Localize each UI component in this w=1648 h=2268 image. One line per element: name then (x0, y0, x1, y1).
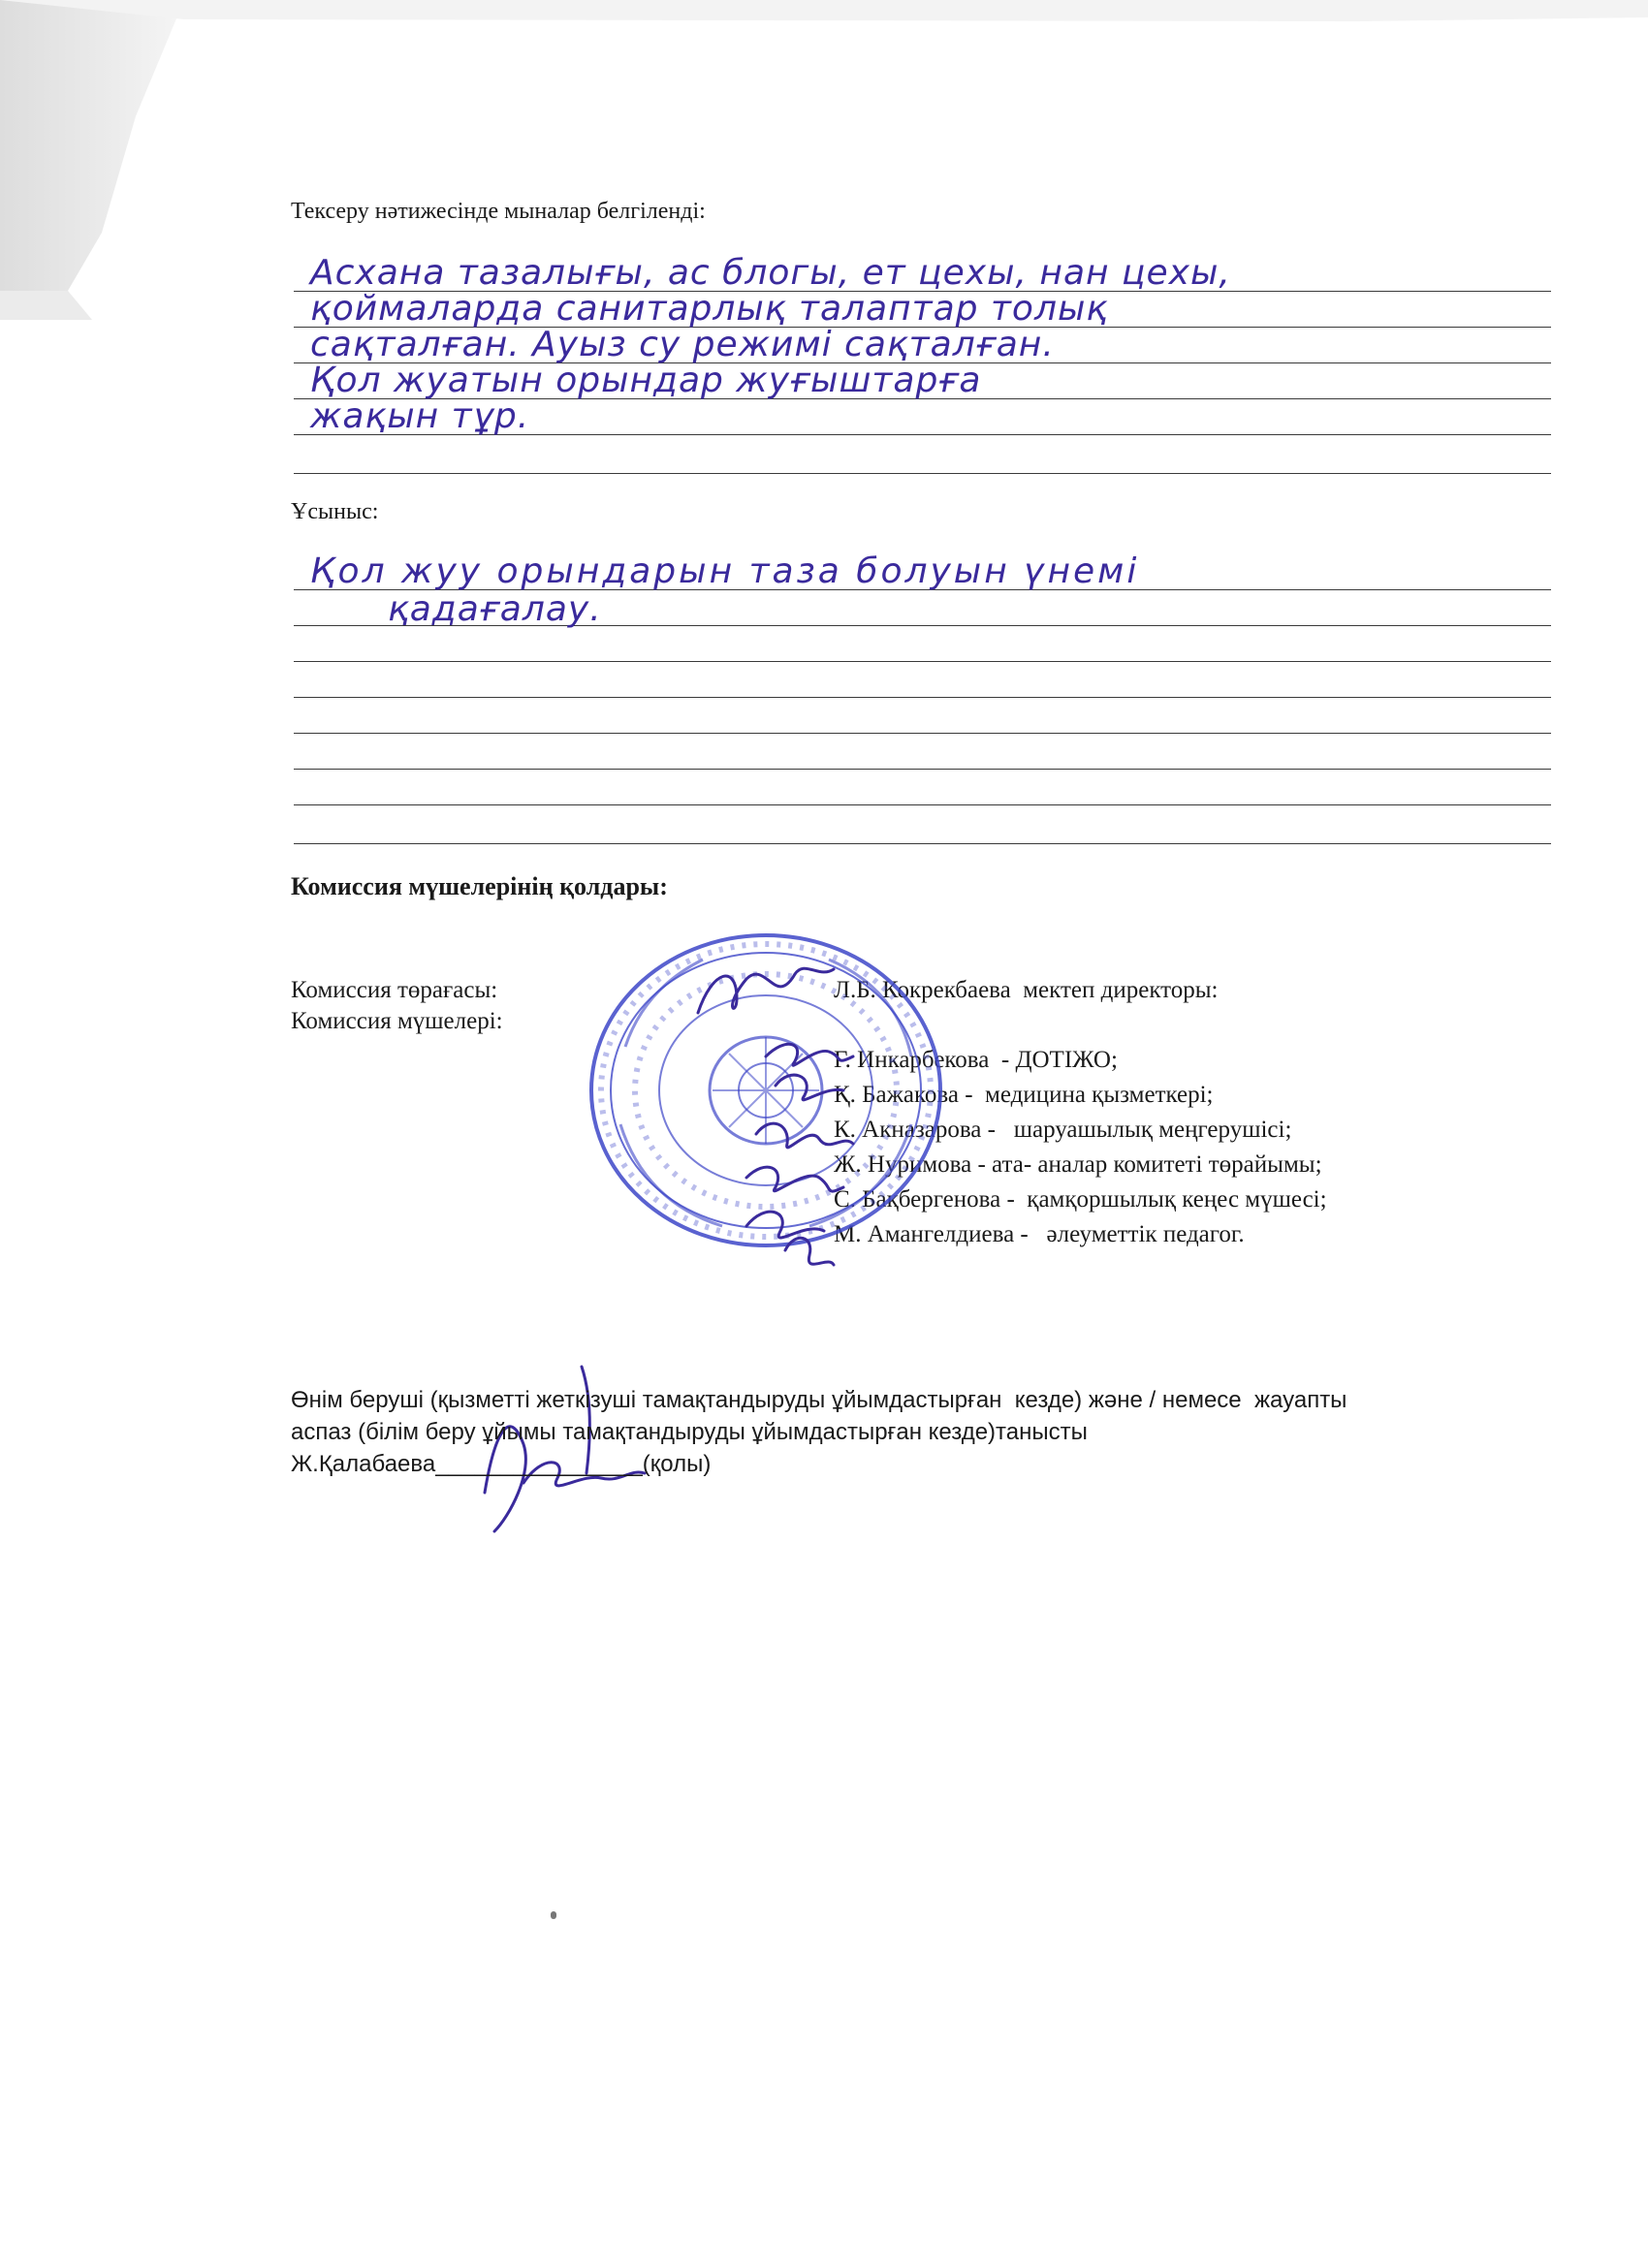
rule-line (294, 473, 1551, 474)
acknowledgement-line: Өнім беруші (қызметті жеткізуші тамақтандыруды ұйымдастырған кезде) және / немесе жауапты (291, 1387, 1347, 1413)
acknowledgement-line: аспаз (білім беру ұйымы тамақтандыруды ұйымдастырған кезде)танысты (291, 1419, 1088, 1445)
acknowledgement-block (291, 1384, 1570, 1480)
member-entry: М. Амангелдиева - әлеуметтік педагог. (834, 1221, 1245, 1247)
commission-labels (291, 973, 503, 1039)
member-entry: С. Бақбергенова - қамқоршылық кеңес мүшесі; (834, 1186, 1327, 1213)
handwritten-line: жақын тұр. (310, 396, 530, 436)
handwritten-line: қоймаларда санитарлық талаптар толық (310, 289, 1109, 329)
official-stamp (586, 930, 945, 1250)
member-entry: Г. Инкарбекова - ДОТІЖО; (834, 1047, 1118, 1073)
members-label: Комиссия мүшелері: (291, 1008, 503, 1034)
handwritten-line: Қол жуатын орындар жуғыштарға (310, 361, 982, 400)
member-entry: К. Акназарова - шаруашылық меңгерушісі; (834, 1117, 1292, 1143)
handwritten-line: сақталған. Ауыз су режимі сақталған. (310, 325, 1055, 364)
proposal-label: Ұсыныс: (291, 499, 379, 524)
member-entry: Қ. Бажакова - медицина қызметкері; (834, 1082, 1214, 1108)
inspection-label: Тексеру нәтижесінде мыналар белгіленді: (291, 199, 706, 224)
chair-label: Комиссия төрағасы: (291, 977, 498, 1003)
commission-heading: Комиссия мүшелерінің қолдары: (291, 872, 668, 900)
member-entry: Ж. Нуримова - ата- аналар комитеті төрайымы; (834, 1151, 1322, 1178)
rule-line (294, 697, 1551, 698)
handwritten-line: қадағалау. (388, 589, 602, 629)
rule-line (294, 804, 1551, 805)
rule-line (294, 769, 1551, 770)
acknowledgement-signature-line: Ж.Қалабаева________________(қолы) (291, 1451, 712, 1477)
rule-line (294, 843, 1551, 844)
rule-line (294, 661, 1551, 662)
rule-line (294, 733, 1551, 734)
handwritten-line: Асхана тазалығы, ас блогы, ет цехы, нан цехы, (310, 253, 1231, 293)
scan-speck (551, 1911, 556, 1919)
chair-name: Л.Б. Кокрекбаева мектеп директоры: (834, 977, 1219, 1003)
handwritten-line: Қол жуу орындарын таза болуын үнемі (310, 551, 1140, 591)
